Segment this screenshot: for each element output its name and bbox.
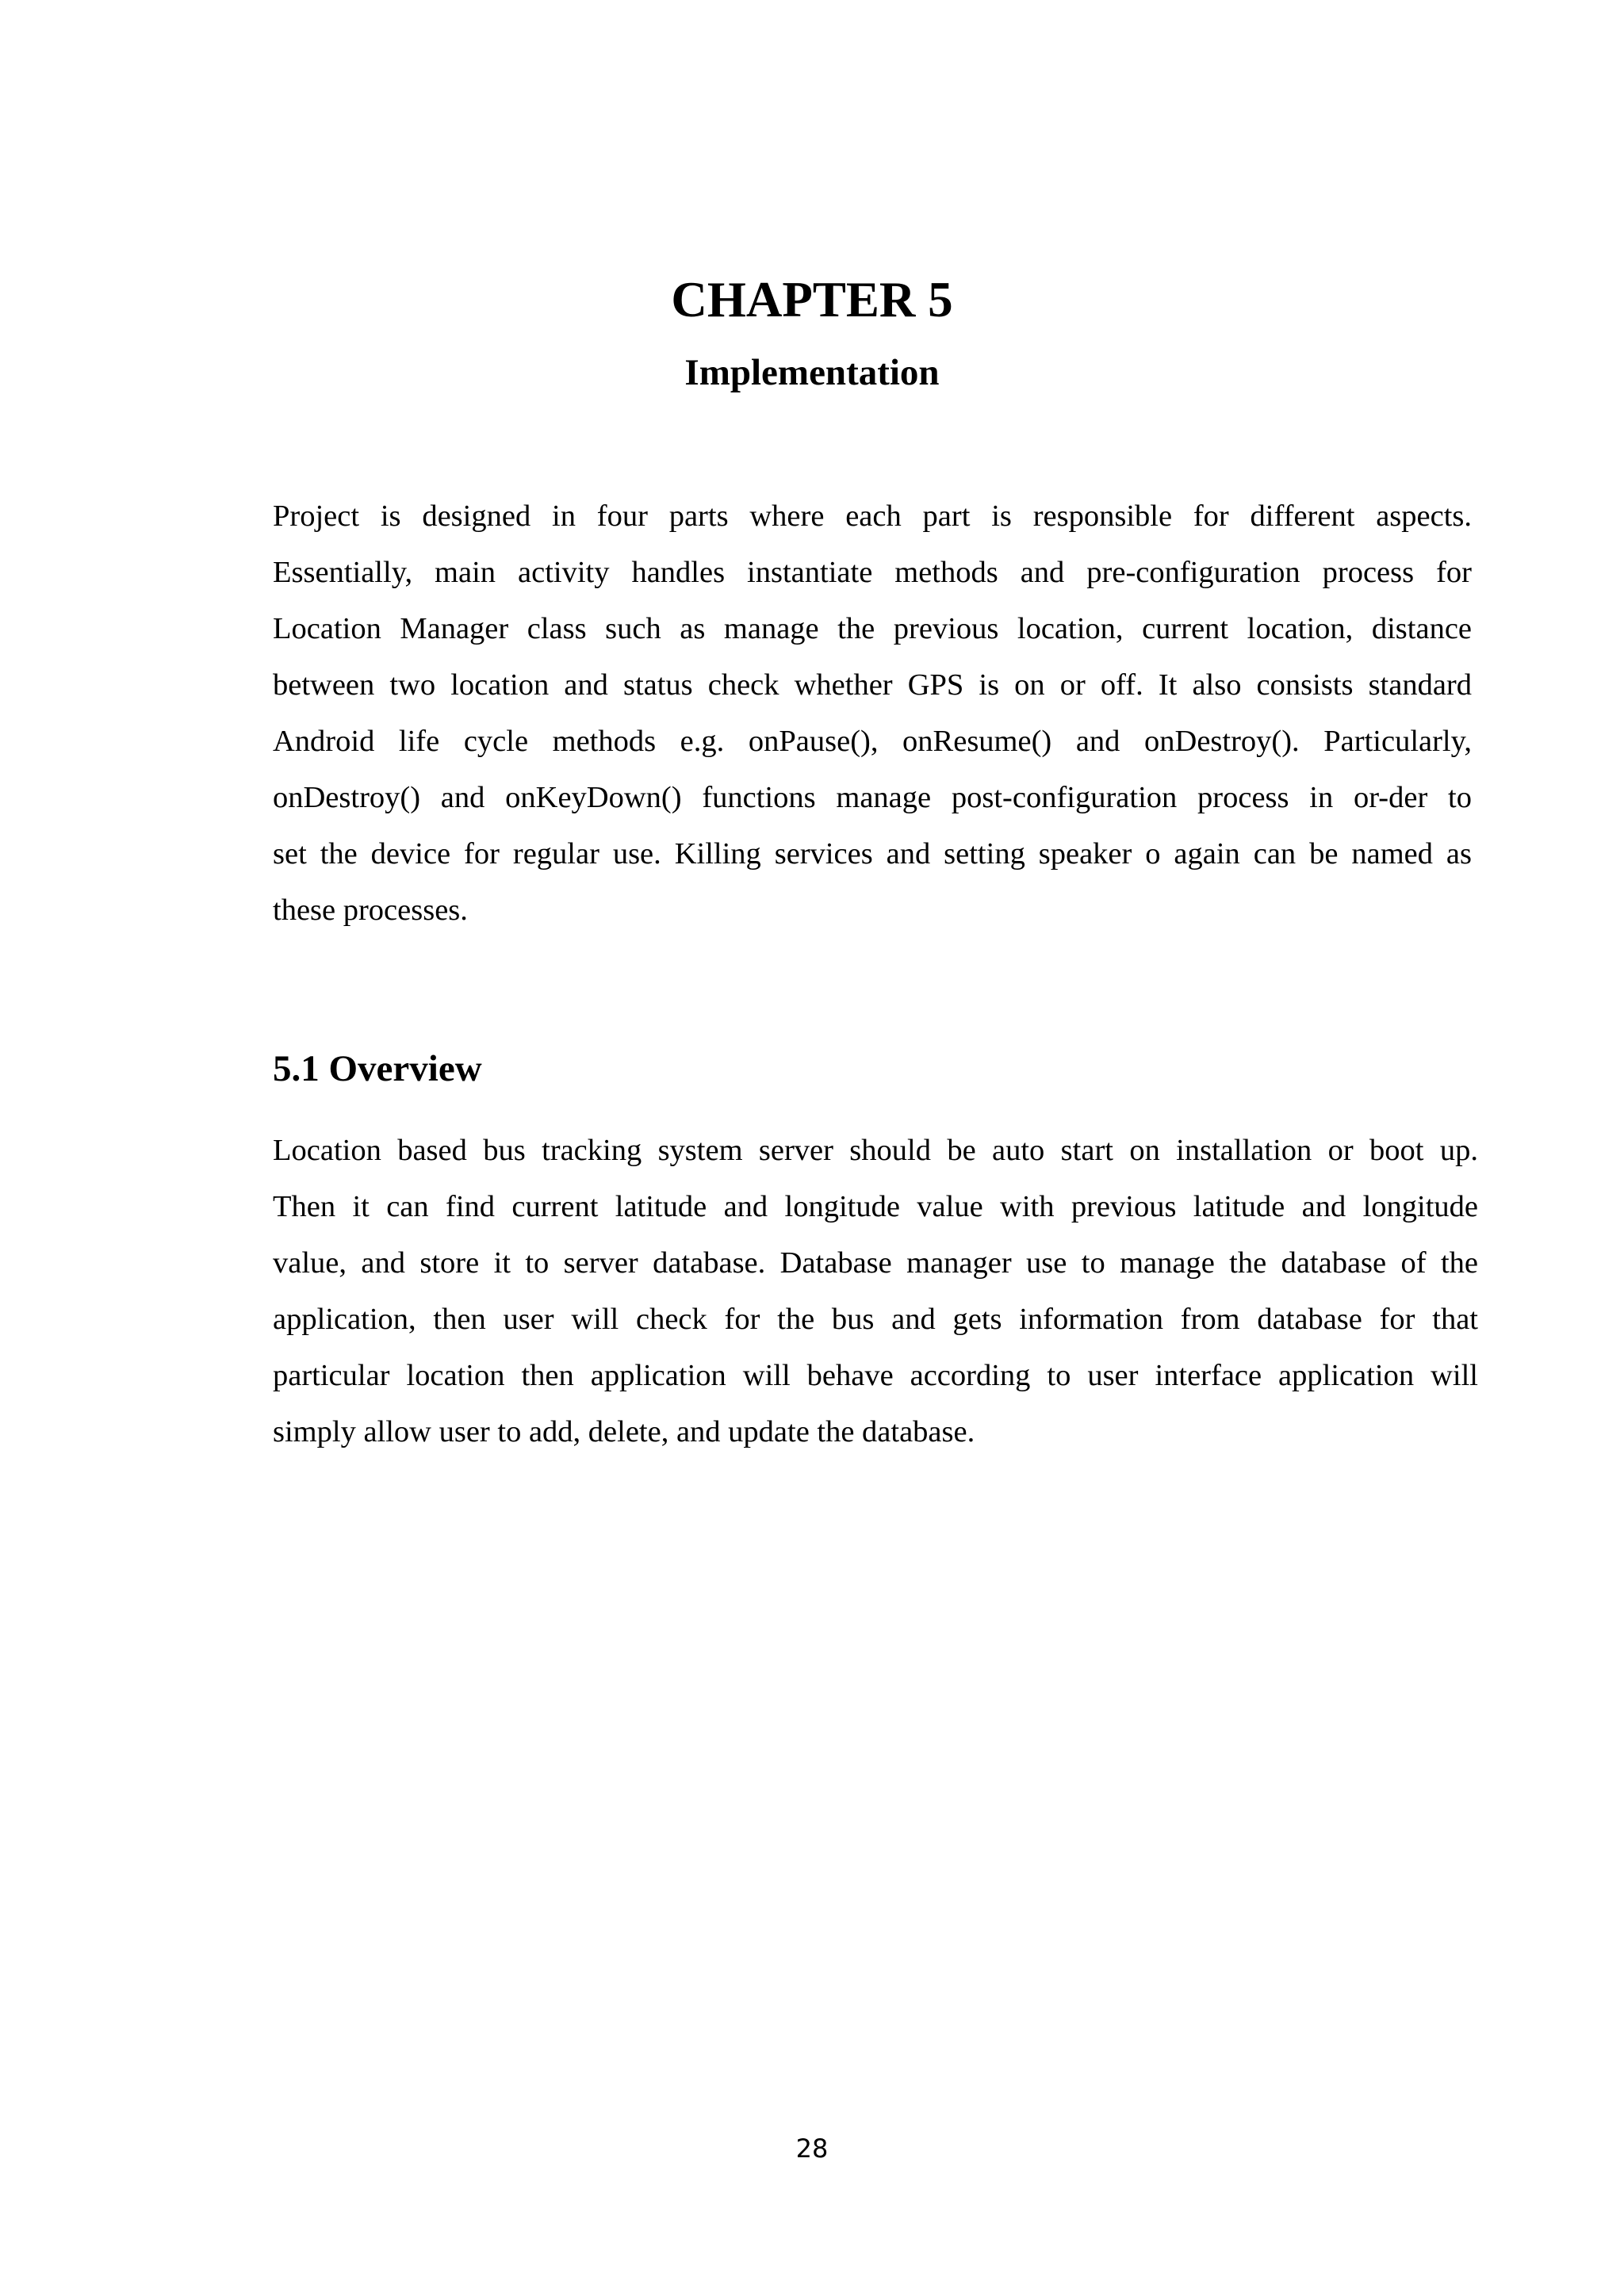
paragraph-line: Android life cycle methods e.g. onPause(), onResume() and onDestroy(). Particularly,	[273, 725, 1472, 758]
paragraph-line: simply allow user to add, delete, and update the database.	[273, 1415, 975, 1448]
section-heading: 5.1 Overview	[273, 1048, 482, 1089]
overview-paragraph	[273, 1123, 1478, 1460]
paragraph-line: these processes.	[273, 894, 468, 927]
paragraph-line: particular location then application will behave according to user interface application will	[273, 1359, 1478, 1392]
chapter-subtitle: Implementation	[684, 352, 940, 393]
paragraph-line: application, then user will check for the bus and gets information from database for that	[273, 1303, 1478, 1336]
chapter-heading: CHAPTER 5	[671, 272, 953, 327]
paragraph-line: Location Manager class such as manage the previous location, current location, distance	[273, 612, 1472, 645]
intro-paragraph	[273, 488, 1472, 939]
paragraph-line: Then it can find current latitude and longitude value with previous latitude and longitude	[273, 1190, 1478, 1223]
paragraph-line: onDestroy() and onKeyDown() functions manage post-configuration process in or-der to	[273, 781, 1472, 814]
paragraph-line: Essentially, main activity handles instantiate methods and pre-configuration process for	[273, 556, 1472, 589]
paragraph-line: value, and store it to server database. Database manager use to manage the database of the	[273, 1246, 1478, 1280]
page-number: 28	[795, 2133, 829, 2164]
paragraph-line: Project is designed in four parts where each part is responsible for different aspects.	[273, 499, 1472, 533]
paragraph-line: between two location and status check whether GPS is on or off. It also consists standard	[273, 668, 1472, 702]
paragraph-line: set the device for regular use. Killing services and setting speaker o again can be named as	[273, 837, 1472, 871]
paragraph-line: Location based bus tracking system server should be auto start on installation or boot up.	[273, 1134, 1478, 1167]
